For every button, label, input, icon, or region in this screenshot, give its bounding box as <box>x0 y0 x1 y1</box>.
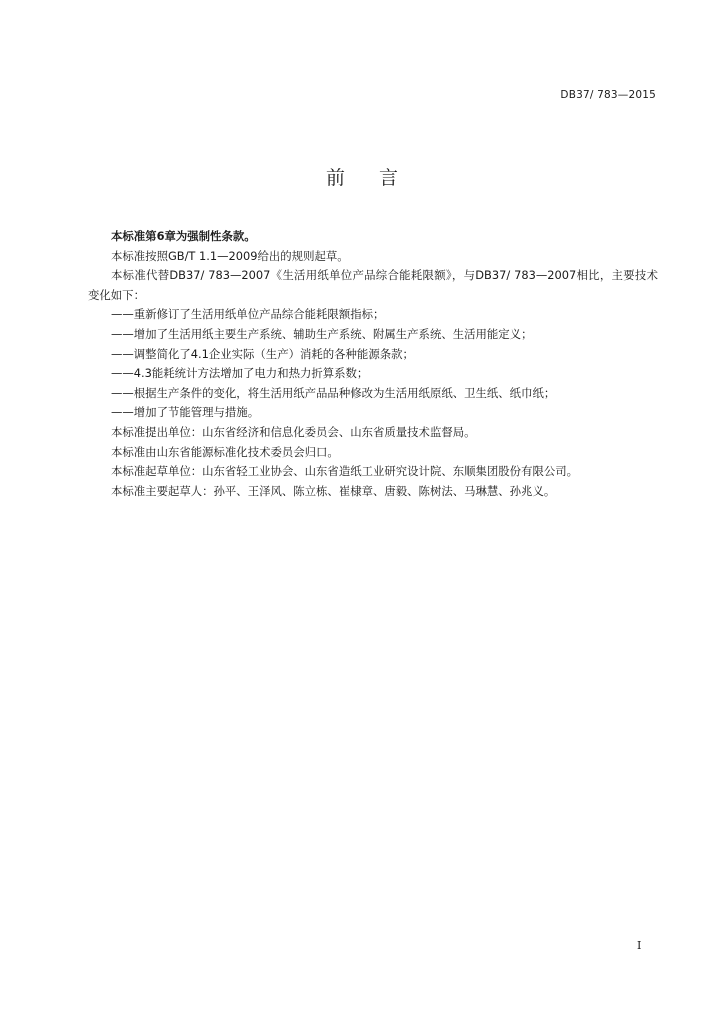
page-number: I <box>637 939 642 952</box>
change-item: ——根据生产条件的变化，将生活用纸产品品种修改为生活用纸原纸、卫生纸、纸巾纸； <box>111 385 556 400</box>
change-item: ——增加了节能管理与措施。 <box>111 405 260 420</box>
proposing-unit-paragraph: 本标准提出单位：山东省经济和信息化委员会、山东省质量技术监督局。 <box>111 424 476 439</box>
change-item: ——增加了生活用纸主要生产系统、辅助生产系统、附属生产系统、生活用能定义； <box>111 326 533 341</box>
drafters-paragraph: 本标准主要起草人：孙平、王泽风、陈立栋、崔棣章、唐毅、陈树法、马琳慧、孙兆义。 <box>111 483 556 498</box>
replacement-paragraph: 本标准代替DB37/ 783—2007《生活用纸单位产品综合能耗限额》，与DB37/ 783—2007相比，主要技术变化如下： <box>88 268 658 302</box>
change-item: ——重新修订了生活用纸单位产品综合能耗限额指标； <box>111 307 385 322</box>
section-title: 前 言 <box>325 167 413 189</box>
change-item: ——调整简化了4.1企业实际（生产）消耗的各种能源条款； <box>111 346 414 361</box>
drafting-rules-paragraph: 本标准按照GB/T 1.1—2009给出的规则起草。 <box>111 248 349 263</box>
drafting-units-paragraph: 本标准起草单位：山东省轻工业协会、山东省造纸工业研究设计院、东顺集团股份有限公司。 <box>111 464 579 479</box>
change-item: ——4.3能耗统计方法增加了电力和热力折算系数； <box>111 366 369 381</box>
technical-committee-paragraph: 本标准由山东省能源标准化技术委员会归口。 <box>111 444 339 459</box>
foreword-body <box>88 227 658 501</box>
standard-code: DB37/ 783—2015 <box>560 89 656 101</box>
mandatory-clause-paragraph: 本标准第6章为强制性条款。 <box>111 229 256 243</box>
